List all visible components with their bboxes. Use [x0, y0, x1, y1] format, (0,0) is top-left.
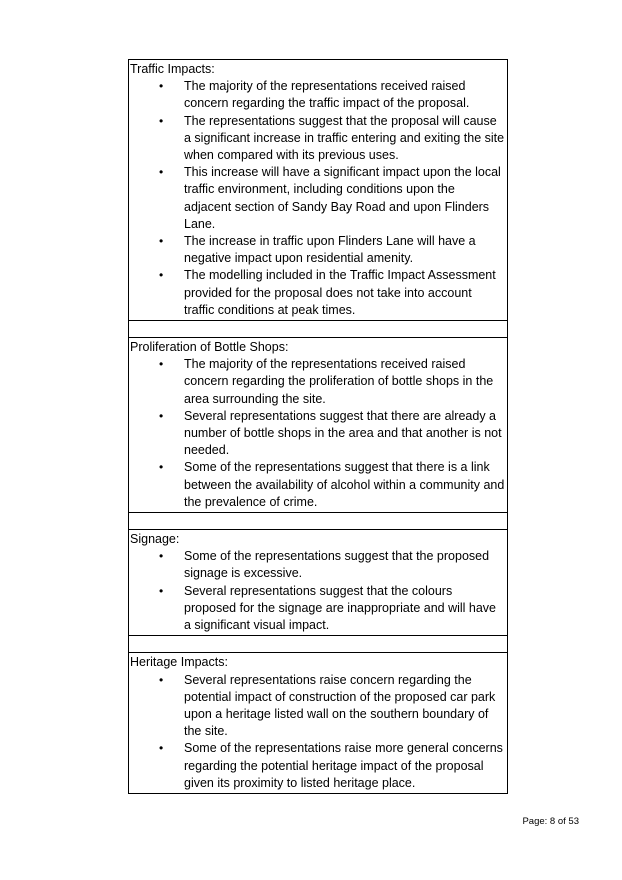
spacer-row	[129, 636, 507, 653]
list-item-text: Several representations raise concern regarding the potential impact of construction of the proposed car park upon a heritage listed wall on the southern boundary of the site.	[184, 672, 496, 739]
list-item-text: This increase will have a significant impact upon the local traffic environment, including conditions upon the adjacent section of Sandy Bay Road and upon Flinders Lane.	[184, 165, 501, 231]
representations-table	[128, 59, 508, 794]
list-item	[129, 459, 507, 511]
list-item	[129, 113, 507, 165]
list-item-text: Some of the representations suggest that the proposed signage is excessive.	[184, 549, 490, 581]
list-item	[129, 78, 507, 112]
list-item-text: Some of the representations raise more general concerns regarding the potential heritage impact of the proposal given its proximity to listed heritage place.	[184, 741, 503, 790]
bullet-list	[129, 356, 507, 512]
section-heading: Proliferation of Bottle Shops:	[130, 340, 289, 355]
bullet-list	[129, 78, 507, 320]
list-item	[129, 740, 507, 792]
bullet-icon: •	[159, 234, 164, 249]
bullet-icon: •	[159, 268, 164, 283]
list-item	[129, 408, 507, 460]
list-item-text: Some of the representations suggest that there is a link between the availability of alcohol within a community and the prevalence of crime.	[184, 460, 505, 509]
section-heading: Traffic Impacts:	[130, 62, 215, 76]
section-signage	[129, 531, 507, 636]
bullet-icon: •	[159, 583, 164, 598]
section-heritage-impacts	[129, 654, 507, 793]
list-item-text: Several representations suggest that the colours proposed for the signage are inappropriate and will have a significant visual impact.	[184, 583, 497, 633]
list-item-text: The increase in traffic upon Flinders Lane will have a negative impact upon residential amenity.	[184, 234, 476, 266]
spacer-row	[129, 321, 507, 338]
section-heading: Signage:	[130, 532, 180, 547]
bullet-icon: •	[159, 408, 164, 423]
list-item	[129, 267, 507, 319]
bullet-icon: •	[159, 460, 164, 475]
section-traffic-impacts	[129, 61, 507, 321]
list-item	[129, 164, 507, 233]
list-item-text: The modelling included in the Traffic Impact Assessment provided for the proposal does not take into account traffic conditions at peak times.	[184, 268, 496, 317]
bullet-list	[129, 548, 507, 635]
page-number: Page: 8 of 53	[522, 816, 579, 827]
bullet-icon: •	[159, 79, 164, 94]
list-item-text: The representations suggest that the proposal will cause a significant increase in traffic entering and exiting the site when compared with its previous uses.	[184, 113, 505, 163]
bullet-icon: •	[159, 113, 164, 128]
bullet-icon: •	[159, 165, 164, 180]
list-item-text: Several representations suggest that there are already a number of bottle shops in the area and that another is not needed.	[184, 408, 502, 458]
bullet-icon: •	[159, 741, 164, 756]
bullet-list	[129, 672, 507, 793]
list-item-text: The majority of the representations received raised concern regarding the traffic impact of the proposal.	[184, 79, 470, 111]
bullet-icon: •	[159, 357, 164, 372]
bullet-icon: •	[159, 672, 164, 687]
list-item	[129, 548, 507, 582]
bullet-icon: •	[159, 549, 164, 564]
list-item	[129, 233, 507, 267]
list-item	[129, 356, 507, 408]
section-proliferation-of-bottle-shops	[129, 339, 507, 513]
list-item-text: The majority of the representations received raised concern regarding the proliferation of bottle shops in the area surrounding the site.	[184, 357, 494, 406]
spacer-row	[129, 513, 507, 530]
list-item	[129, 672, 507, 741]
section-heading: Heritage Impacts:	[130, 655, 228, 670]
list-item	[129, 583, 507, 635]
